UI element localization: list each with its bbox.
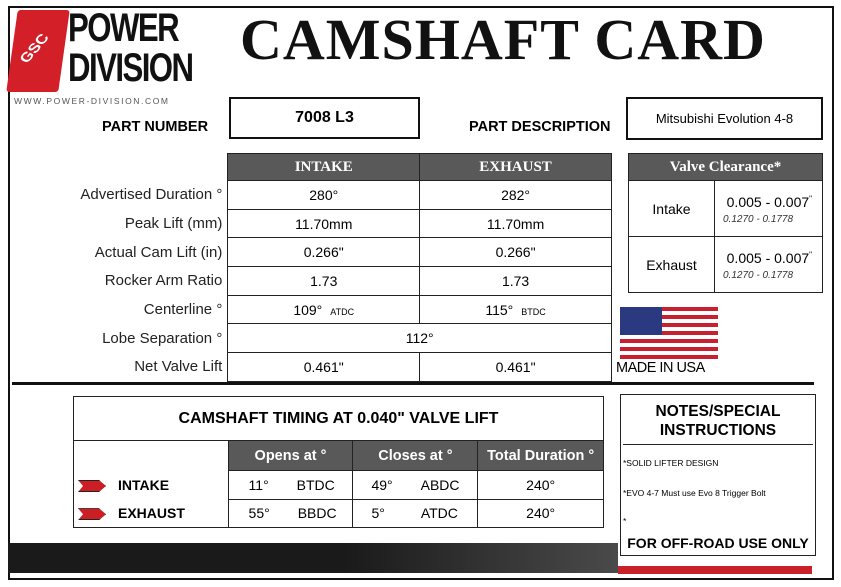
vc-intake-label: Intake xyxy=(629,181,715,237)
spec-exhaust: 282° xyxy=(420,181,612,210)
spec-intake: 0.461" xyxy=(228,353,420,382)
vc-exhaust-inches xyxy=(715,237,823,266)
duration-header: Total Duration ° xyxy=(478,441,604,471)
part-description-label: PART DESCRIPTION xyxy=(469,119,611,135)
timing-exhaust-label: EXHAUST xyxy=(118,505,185,521)
spec-table xyxy=(36,153,612,382)
usa-flag-icon xyxy=(620,307,718,359)
exhaust-header: EXHAUST xyxy=(420,154,612,181)
notes-title: NOTES/SPECIAL INSTRUCTIONS xyxy=(623,397,813,445)
opens-header: Opens at ° xyxy=(228,441,353,471)
spec-row xyxy=(36,181,612,210)
vc-intake-unit: " xyxy=(809,193,812,203)
spec-exhaust: 0.461" xyxy=(420,353,612,382)
spec-label: Lobe Separation ° xyxy=(102,329,223,347)
vc-exhaust-inches-text: 0.005 - 0.007 xyxy=(726,249,810,266)
vc-exhaust-label: Exhaust xyxy=(629,237,715,293)
spec-intake: 11.70mm xyxy=(228,209,420,238)
valve-clearance-table xyxy=(628,153,823,293)
vc-intake-inches xyxy=(715,181,823,210)
spec-label: Peak Lift (mm) xyxy=(124,215,223,233)
part-description-value xyxy=(626,97,823,140)
centerline-intake-value: 109° xyxy=(293,301,323,318)
brand-name xyxy=(68,8,192,88)
timing-row xyxy=(74,499,604,528)
timing-title: CAMSHAFT TIMING AT 0.040" VALVE LIFT xyxy=(73,396,604,440)
timing-close xyxy=(353,499,478,528)
brand-name-line1: POWER xyxy=(68,6,179,50)
timing-duration: 240° xyxy=(478,499,604,528)
spec-exhaust: 0.266" xyxy=(420,238,612,267)
vc-intake-inches-text: 0.005 - 0.007 xyxy=(726,193,810,210)
timing-open xyxy=(228,471,353,500)
notes-panel xyxy=(620,394,816,556)
intake-header: INTAKE xyxy=(228,154,420,181)
timing-intake-close-ref: ABDC xyxy=(420,476,460,493)
spec-label: Net Valve Lift xyxy=(134,358,223,376)
lobe-separation-value: 112° xyxy=(228,324,612,353)
vc-intake-mm: 0.1270 - 0.1778 xyxy=(715,210,823,237)
part-number-label: PART NUMBER xyxy=(102,119,209,135)
timing-exhaust-open: 55° xyxy=(248,505,270,522)
arrow-right-icon xyxy=(78,480,106,492)
spec-exhaust: 1.73 xyxy=(420,267,612,296)
spec-label: Actual Cam Lift (in) xyxy=(94,243,223,261)
off-road-notice: FOR OFF-ROAD USE ONLY xyxy=(627,535,809,551)
part-number-value xyxy=(229,97,420,139)
brand-name-line2: DIVISION xyxy=(68,46,193,90)
part-number-text: 7008 L3 xyxy=(295,109,354,126)
timing-exhaust-close: 5° xyxy=(371,505,385,522)
spec-row xyxy=(36,324,612,353)
timing-open xyxy=(228,499,353,528)
part-description-text: Mitsubishi Evolution 4-8 xyxy=(655,111,794,126)
spec-row xyxy=(36,295,612,324)
gsc-badge-text: GSC xyxy=(16,31,53,66)
valve-clearance-title: Valve Clearance* xyxy=(629,154,823,181)
spec-exhaust xyxy=(420,295,612,324)
timing-intake-label: INTAKE xyxy=(118,476,170,493)
timing-intake-open: 11° xyxy=(248,476,269,493)
centerline-intake-suffix: ATDC xyxy=(330,306,355,317)
timing-row-label xyxy=(74,499,229,528)
vc-exhaust-unit: " xyxy=(809,249,812,259)
timing-close xyxy=(353,471,478,500)
timing-intake-close: 49° xyxy=(371,476,393,493)
spec-intake xyxy=(228,295,420,324)
timing-intake-open-ref: BTDC xyxy=(296,476,335,493)
section-divider xyxy=(12,382,814,385)
centerline-exhaust-value: 115° xyxy=(485,301,514,318)
timing-row xyxy=(74,471,604,500)
note-item: *SOLID LIFTER DESIGN xyxy=(623,458,719,468)
spec-label: Advertised Duration ° xyxy=(80,186,223,204)
spec-label: Rocker Arm Ratio xyxy=(104,272,223,290)
timing-exhaust-open-ref: BBDC xyxy=(297,505,337,522)
closes-header: Closes at ° xyxy=(353,441,478,471)
spec-intake: 280° xyxy=(228,181,420,210)
timing-table xyxy=(73,440,604,528)
timing-row-label xyxy=(74,471,229,500)
gsc-badge xyxy=(6,10,70,92)
brand-url: WWW.POWER-DIVISION.COM xyxy=(14,96,170,106)
spec-label: Centerline ° xyxy=(143,301,223,319)
spec-row xyxy=(36,353,612,382)
spec-row xyxy=(36,238,612,267)
brand-logo xyxy=(12,6,193,106)
spec-exhaust: 11.70mm xyxy=(420,209,612,238)
spec-row xyxy=(36,267,612,296)
centerline-exhaust-suffix: BTDC xyxy=(521,306,546,317)
timing-duration: 240° xyxy=(478,471,604,500)
vc-exhaust-mm: 0.1270 - 0.1778 xyxy=(715,266,823,293)
spec-intake: 1.73 xyxy=(228,267,420,296)
timing-exhaust-close-ref: ATDC xyxy=(420,505,458,522)
note-item: *EVO 4-7 Must use Evo 8 Trigger Bolt xyxy=(623,488,766,498)
arrow-right-icon xyxy=(78,508,106,520)
note-item: * xyxy=(623,516,627,526)
spec-row xyxy=(36,209,612,238)
footer-bar xyxy=(8,543,618,573)
footer-accent xyxy=(618,566,812,574)
spec-intake: 0.266" xyxy=(228,238,420,267)
made-in-usa-label: MADE IN USA xyxy=(616,360,705,376)
page-title: CAMSHAFT CARD xyxy=(240,7,766,72)
